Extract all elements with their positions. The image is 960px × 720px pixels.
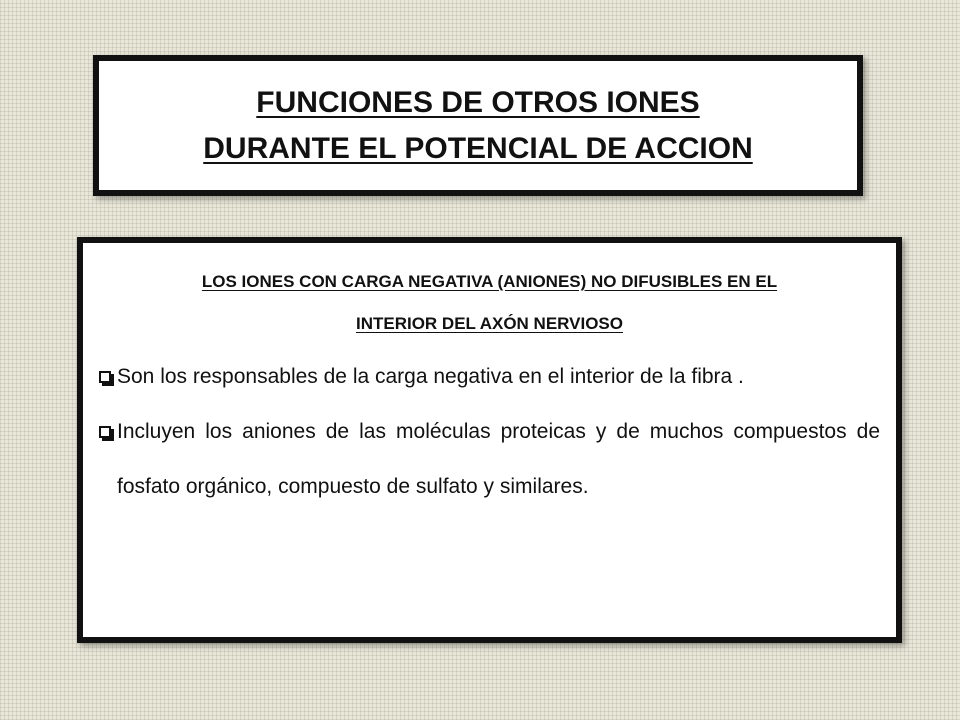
bullet-text: Son los responsables de la carga negativa en el interior de la fibra . xyxy=(117,365,744,388)
title-box xyxy=(93,55,863,196)
checkbox-bullet-icon xyxy=(99,426,111,438)
section-subtitle-line-1: LOS IONES CON CARGA NEGATIVA (ANIONES) NO DIFUSIBLES EN EL xyxy=(201,272,778,291)
list-item xyxy=(99,404,880,514)
slide-title-line-1: FUNCIONES DE OTROS IONES xyxy=(256,85,700,119)
section-subtitle xyxy=(99,261,880,345)
slide-title-line-2: DURANTE EL POTENCIAL DE ACCION xyxy=(203,131,753,165)
bullet-text: Incluyen los aniones de las moléculas proteicas y de muchos compuestos de fosfato orgánico, compuesto de sulfato y similares. xyxy=(117,420,880,498)
section-subtitle-line-2: INTERIOR DEL AXÓN NERVIOSO xyxy=(355,314,623,333)
list-item xyxy=(99,349,880,404)
bullet-list xyxy=(99,349,880,514)
checkbox-bullet-icon xyxy=(99,371,111,383)
content-box xyxy=(77,237,902,643)
